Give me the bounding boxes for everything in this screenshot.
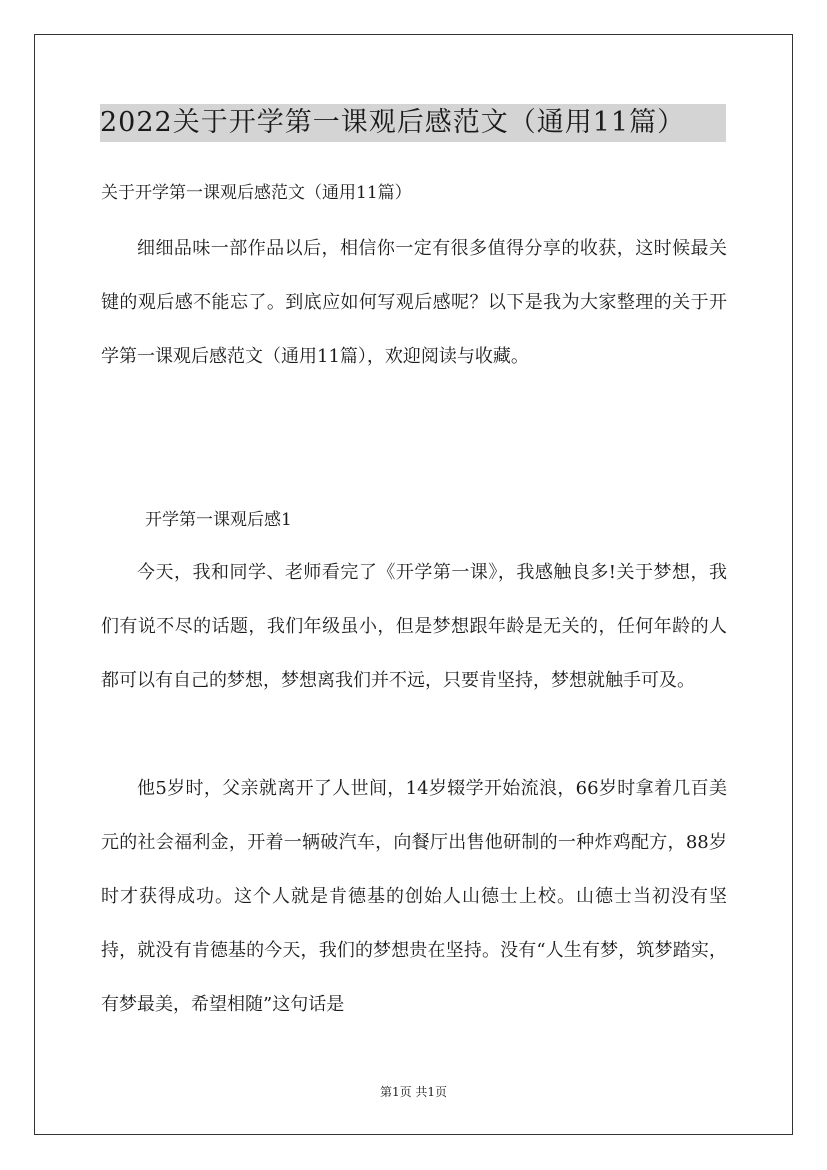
body-paragraph-1: 今天，我和同学、老师看完了《开学第一课》，我感触良多!关于梦想，我们有说不尽的话题，我们年级虽小，但是梦想跟年龄是无关的，任何年龄的人都可以有自己的梦想，梦想离我们并不远，只要肯坚持，梦想就触手可及。 [101, 562, 727, 691]
document-title: 2022关于开学第一课观后感范文（通用11篇） [100, 104, 726, 142]
section-heading: 开学第一课观后感1 [145, 510, 292, 530]
page-number-footer: 第1页 共1页 [379, 1085, 448, 1099]
intro-paragraph: 细细品味一部作品以后，相信你一定有很多值得分享的收获，这时候最关键的观后感不能忘了。到底应如何写观后感呢？以下是我为大家整理的关于开学第一课观后感范文（通用11篇），欢迎阅读与收藏。 [101, 238, 727, 367]
body-paragraph-2: 他5岁时，父亲就离开了人世间，14岁辍学开始流浪，66岁时拿着几百美元的社会福利金，开着一辆破汽车，向餐厅出售他研制的一种炸鸡配方，88岁时才获得成功。这个人就是肯德基的创始人山德士上校。山德士当初没有坚持，就没有肯德基的今天，我们的梦想贵在坚持。没有“人生有梦，筑梦踏实，有梦最美，希望相随”这句话是 [101, 778, 727, 1015]
document-subtitle: 关于开学第一课观后感范文（通用11篇） [101, 183, 412, 203]
